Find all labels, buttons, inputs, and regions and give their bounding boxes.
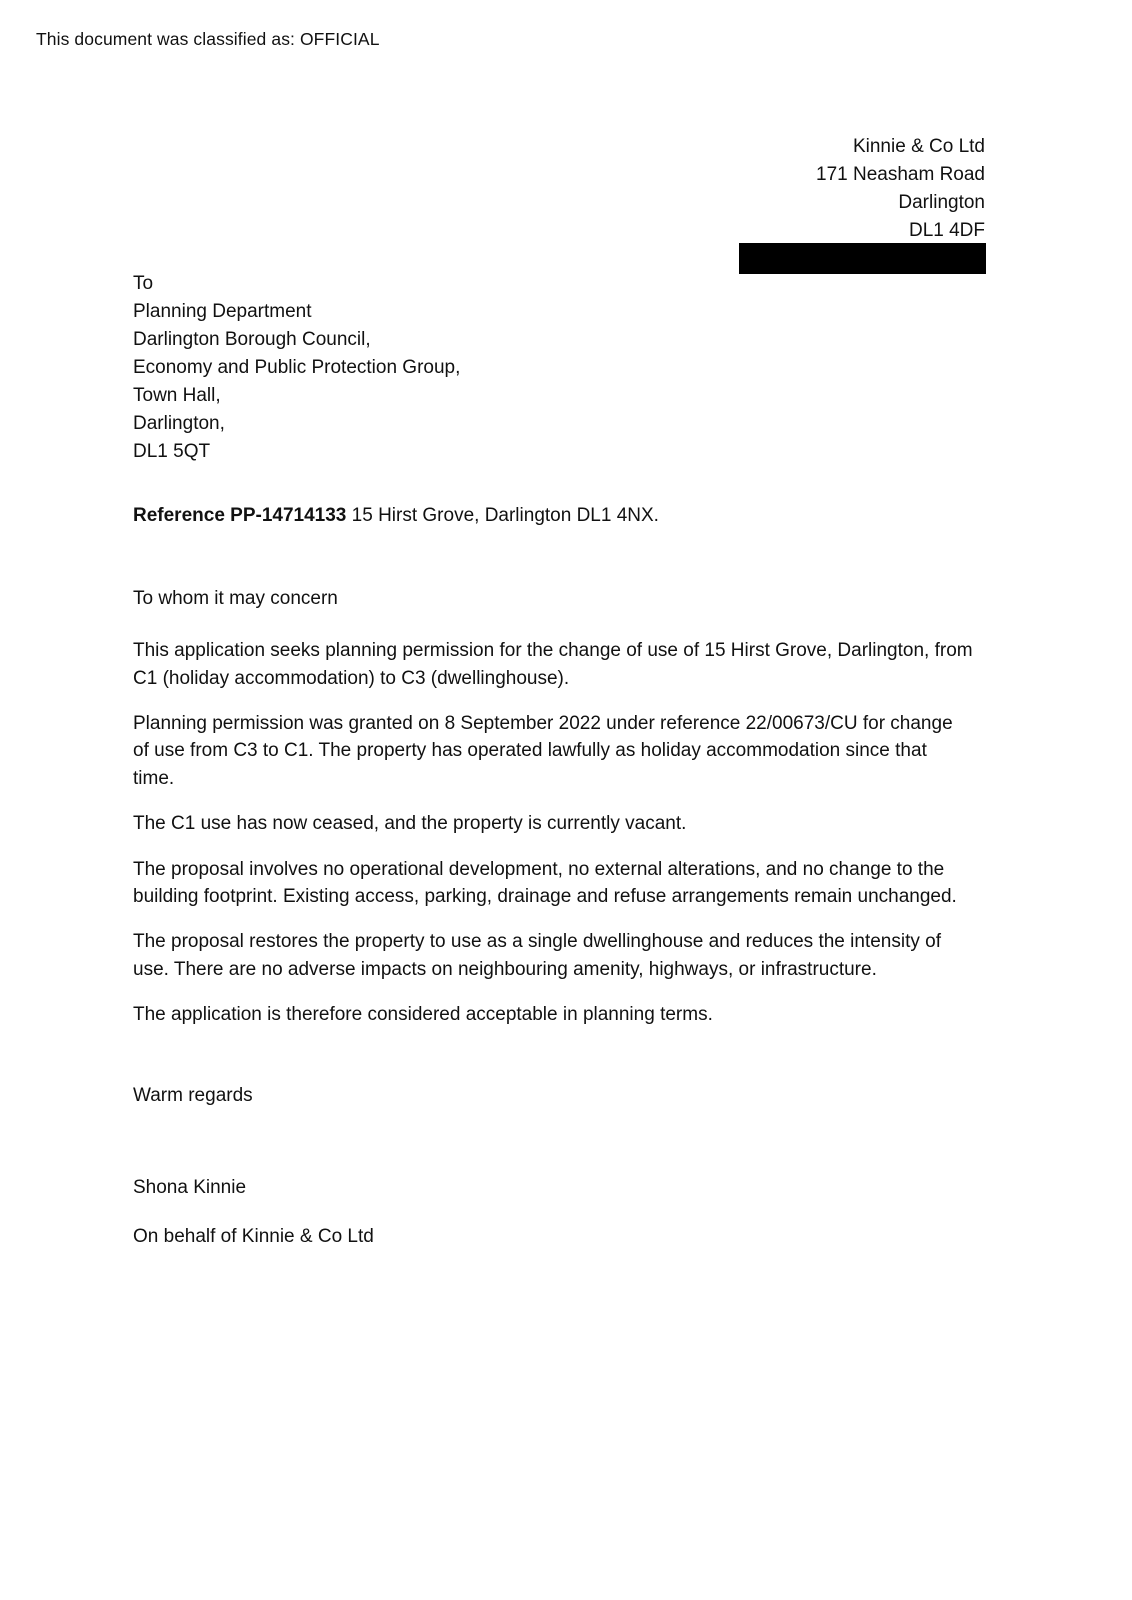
sender-address-line: Darlington — [898, 192, 985, 214]
body-paragraph: Planning permission was granted on 8 September 2022 under reference 22/00673/CU for change of use from C3 to C1. The property has operated lawfully as holiday accommodation since that time. — [133, 713, 953, 789]
signatory-organisation: On behalf of Kinnie & Co Ltd — [133, 1225, 374, 1247]
body-paragraph: The application is therefore considered acceptable in planning terms. — [133, 1003, 713, 1025]
sender-address-line: 171 Neasham Road — [816, 164, 985, 186]
recipient-address-block — [133, 270, 460, 465]
reference-detail: 15 Hirst Grove, Darlington DL1 4NX. — [346, 505, 659, 526]
classification-notice: This document was classified as: OFFICIAL — [36, 29, 380, 49]
letter-closing — [133, 1082, 973, 1250]
recipient-address-line: Economy and Public Protection Group, — [133, 356, 461, 378]
body-paragraph: This application seeks planning permission for the change of use of 15 Hirst Grove, Darlington, from C1 (holiday accommodation) to C3 (dwellinghouse). — [133, 640, 973, 689]
recipient-address-line: Town Hall, — [133, 384, 221, 406]
body-paragraph: The C1 use has now ceased, and the property is currently vacant. — [133, 813, 687, 835]
recipient-address-line: Darlington Borough Council, — [133, 328, 371, 350]
redacted-text-bar — [739, 243, 986, 274]
reference-label: Reference PP-14714133 — [133, 505, 347, 526]
sender-address-block — [816, 133, 985, 245]
salutation: To whom it may concern — [133, 588, 338, 609]
recipient-address-line: Planning Department — [133, 300, 312, 322]
closing-regards: Warm regards — [133, 1085, 253, 1106]
letter-body — [133, 585, 973, 1046]
reference-line — [133, 502, 659, 530]
recipient-address-line: To — [133, 273, 154, 294]
recipient-address-line: DL1 5QT — [133, 440, 211, 462]
recipient-address-line: Darlington, — [133, 412, 225, 434]
body-paragraph: The proposal restores the property to use as a single dwellinghouse and reduces the intensity of use. There are no adverse impacts on neighbouring amenity, highways, or infrastructure. — [133, 931, 941, 980]
sender-address-line: DL1 4DF — [908, 220, 985, 242]
sender-address-line: Kinnie & Co Ltd — [852, 136, 985, 157]
signatory-name: Shona Kinnie — [133, 1177, 247, 1199]
body-paragraph: The proposal involves no operational development, no external alterations, and no change to the building footprint. Existing access, parking, drainage and refuse arrangements remain unchanged. — [133, 858, 957, 907]
